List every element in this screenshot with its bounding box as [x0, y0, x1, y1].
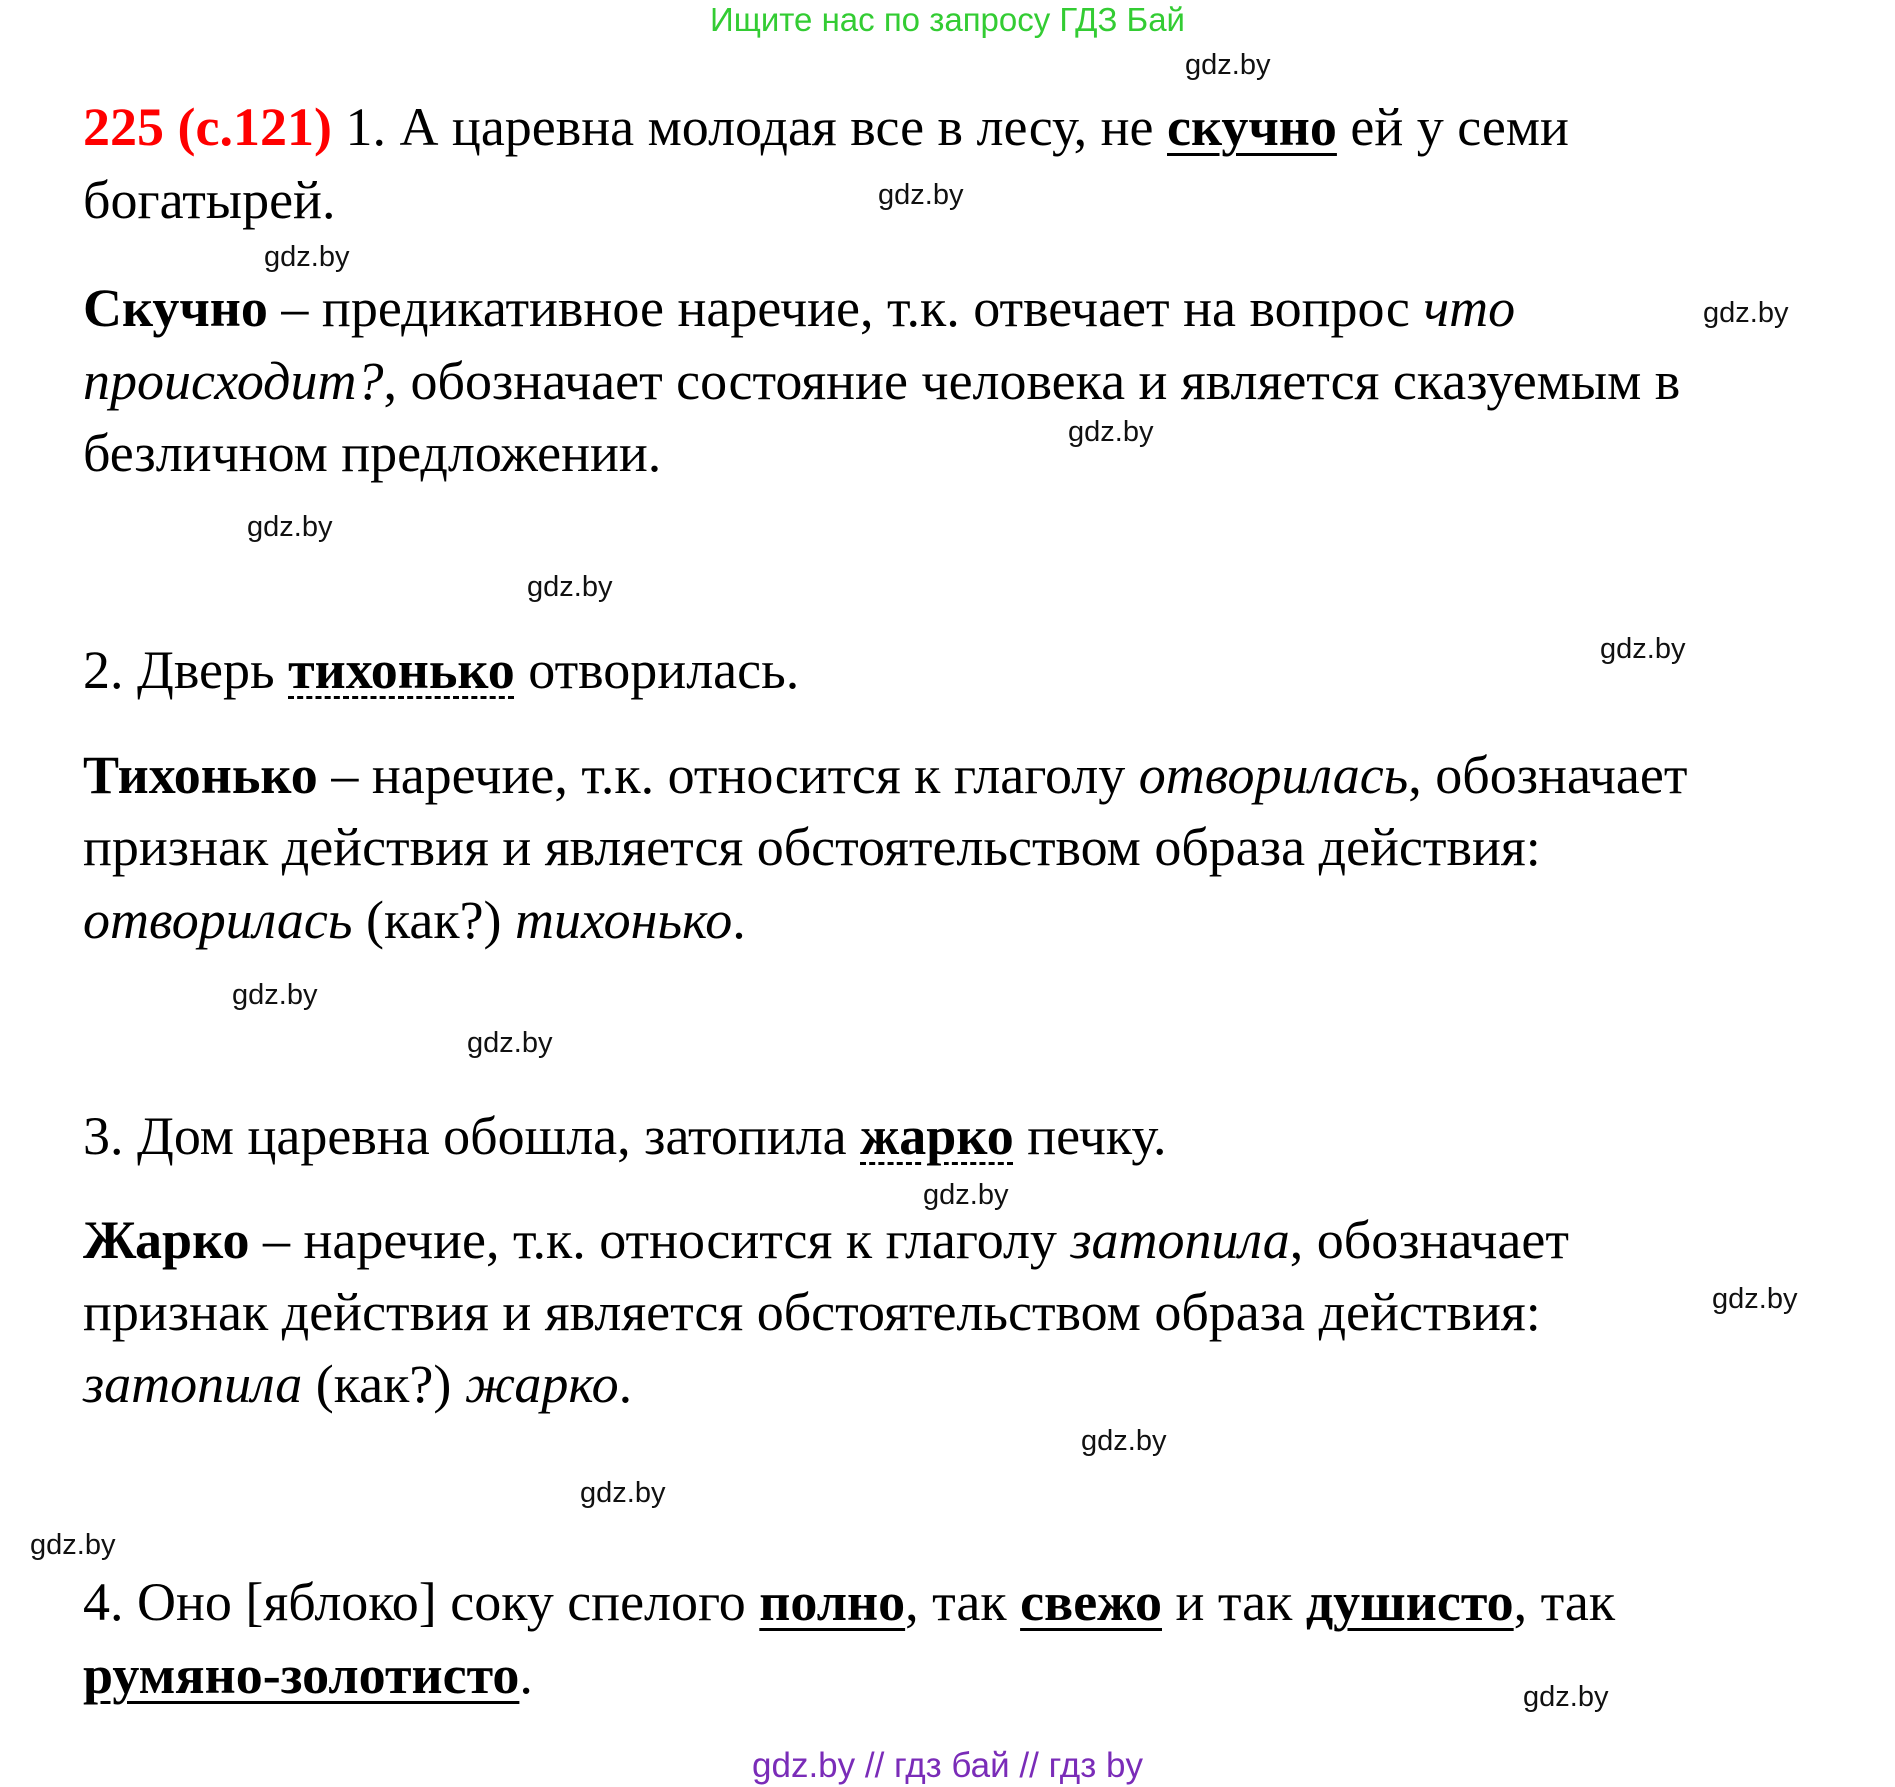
item-3-verb: затопила — [1070, 1210, 1290, 1270]
item-4-sep-3: , так — [1513, 1572, 1616, 1632]
item-1-expl-word: Скучно — [83, 278, 268, 338]
item-4-keyword-1: полно — [759, 1572, 906, 1632]
item-3-explanation-line-1 — [83, 1208, 1569, 1272]
item-1-prefix: 1. А царевна молодая все в лесу, не — [345, 97, 1154, 157]
footer-links: gdz.by // гдз бай // гдз by — [752, 1746, 1143, 1785]
item-2-example-end: . — [732, 890, 746, 950]
item-1-sentence-line-2: богатырей. — [83, 170, 336, 230]
item-4-keyword-4: румяно-золотисто — [83, 1645, 520, 1705]
item-4-keyword-3: душисто — [1305, 1572, 1514, 1632]
item-1-sentence-line-1 — [83, 95, 1569, 159]
item-3-explanation-line-2: признак действия и является обстоятельством образа действия: — [83, 1282, 1541, 1342]
watermark: gdz.by — [247, 511, 333, 543]
item-3-keyword: жарко — [860, 1106, 1014, 1166]
item-3-example-word: жарко — [464, 1354, 619, 1414]
watermark: gdz.by — [878, 179, 964, 211]
item-2-verb: отворилась — [1138, 745, 1409, 805]
item-4-sep-2: и так — [1175, 1572, 1293, 1632]
watermark: gdz.by — [467, 1027, 553, 1059]
item-2-sentence — [83, 638, 799, 702]
item-4-sentence-line-1 — [83, 1570, 1615, 1634]
item-3-example-end: . — [618, 1354, 633, 1414]
watermark: gdz.by — [923, 1179, 1009, 1211]
item-4-sentence-line-2 — [83, 1643, 533, 1707]
item-3-expl-text-2: , обозначает — [1289, 1210, 1569, 1270]
item-1-explanation-line-2 — [83, 349, 1680, 413]
item-2-suffix: отворилась. — [528, 640, 800, 700]
item-1-suffix: ей у семи — [1350, 97, 1569, 157]
search-banner: Ищите нас по запросу ГДЗ Бай — [710, 1, 1185, 38]
watermark: gdz.by — [232, 979, 318, 1011]
task-number: 225 (с.121) — [83, 97, 332, 157]
item-2-prefix: 2. Дверь — [83, 640, 275, 700]
item-2-explanation-line-1 — [83, 743, 1687, 807]
item-3-prefix: 3. Дом царевна обошла, затопила — [83, 1106, 847, 1166]
item-2-keyword: тихонько — [288, 640, 515, 700]
item-1-explanation-line-3: безличном предложении. — [83, 423, 662, 483]
item-2-expl-text-1: – наречие, т.к. относится к глаголу — [331, 745, 1126, 805]
item-2-expl-word: Тихонько — [83, 745, 318, 805]
watermark: gdz.by — [1185, 49, 1271, 81]
item-1-keyword: скучно — [1167, 97, 1337, 157]
item-4-keyword-2: свежо — [1020, 1572, 1162, 1632]
item-2-example — [83, 888, 746, 952]
watermark: gdz.by — [1600, 633, 1686, 665]
item-1-expl-text-1: – предикативное наречие, т.к. отвечает на вопрос — [281, 278, 1410, 338]
item-3-suffix: печку. — [1027, 1106, 1167, 1166]
watermark: gdz.by — [1703, 297, 1789, 329]
watermark: gdz.by — [1081, 1425, 1167, 1457]
item-3-expl-word: Жарко — [83, 1210, 250, 1270]
item-1-question-2: происходит? — [83, 351, 384, 411]
item-3-expl-text-1: – наречие, т.к. относится к глаголу — [262, 1210, 1057, 1270]
watermark: gdz.by — [580, 1477, 666, 1509]
item-1-question-1: что — [1423, 278, 1516, 338]
watermark: gdz.by — [1068, 416, 1154, 448]
item-4-end: . — [519, 1645, 533, 1705]
item-3-example-question: (как?) — [315, 1354, 452, 1414]
item-2-example-word: тихонько — [515, 890, 733, 950]
item-3-sentence — [83, 1104, 1167, 1168]
item-3-example-verb: затопила — [83, 1354, 303, 1414]
watermark: gdz.by — [527, 571, 613, 603]
item-3-example — [83, 1352, 632, 1416]
watermark: gdz.by — [30, 1529, 116, 1561]
item-4-prefix: 4. Оно [яблоко] соку спелого — [83, 1572, 746, 1632]
item-4-sep-1: , так — [905, 1572, 1007, 1632]
item-1-explanation-line-1 — [83, 276, 1515, 340]
item-1-expl-text-2: , обозначает состояние человека и является сказуемым в — [383, 351, 1681, 411]
watermark: gdz.by — [1712, 1283, 1798, 1315]
item-2-example-verb: отворилась — [83, 890, 353, 950]
watermark: gdz.by — [1523, 1681, 1609, 1713]
watermark: gdz.by — [264, 241, 350, 273]
item-2-example-question: (как?) — [365, 890, 502, 950]
item-2-expl-text-2: , обозначает — [1408, 745, 1688, 805]
item-2-explanation-line-2: признак действия и является обстоятельством образа действия: — [83, 817, 1541, 877]
